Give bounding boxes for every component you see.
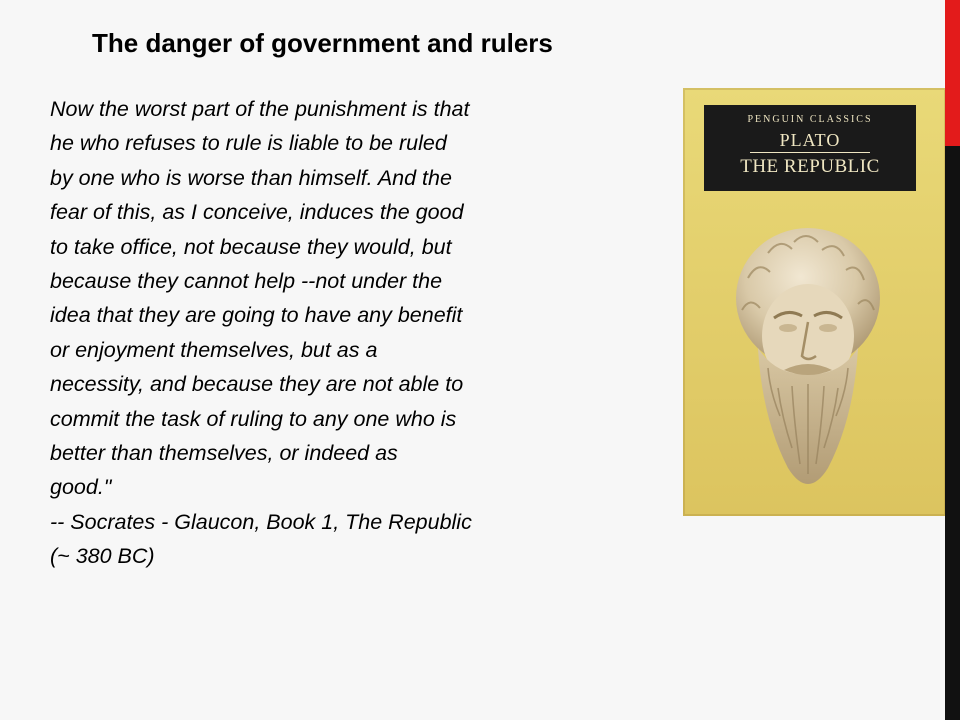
quote-line: good." [50, 475, 112, 500]
book-cover-image [683, 88, 946, 516]
book-title: THE REPUBLIC [740, 156, 880, 177]
book-author: PLATO [779, 130, 841, 150]
quote-text [50, 92, 630, 574]
book-cover-label [704, 105, 916, 191]
quote-line: necessity, and because they are not able to [50, 372, 464, 397]
quote-date: (~ 380 BC) [50, 544, 155, 569]
slide-title: The danger of government and rulers [92, 28, 553, 58]
quote-line: Now the worst part of the punishment is that [50, 97, 470, 121]
plato-bust-image [728, 218, 888, 500]
quote-line: to take office, not because they would, but [50, 234, 452, 259]
quote-line: idea that they are going to have any benefit [50, 303, 463, 328]
quote-line: by one who is worse than himself. And the [50, 165, 452, 190]
quote-line: better than themselves, or indeed as [50, 441, 398, 466]
quote-line: or enjoyment themselves, but as a [50, 337, 378, 362]
quote-line: he who refuses to rule is liable to be ruled [50, 131, 447, 156]
quote-line: commit the task of ruling to any one who is [50, 406, 457, 431]
quote-line: because they cannot help --not under the [50, 269, 443, 294]
book-series: PENGUIN CLASSICS [747, 114, 873, 125]
quote-attribution: -- Socrates - Glaucon, Book 1, The Republic [50, 509, 472, 534]
slide-side-bar-red [945, 0, 960, 146]
quote-line: fear of this, as I conceive, induces the good [50, 200, 464, 225]
book-divider [750, 152, 870, 153]
